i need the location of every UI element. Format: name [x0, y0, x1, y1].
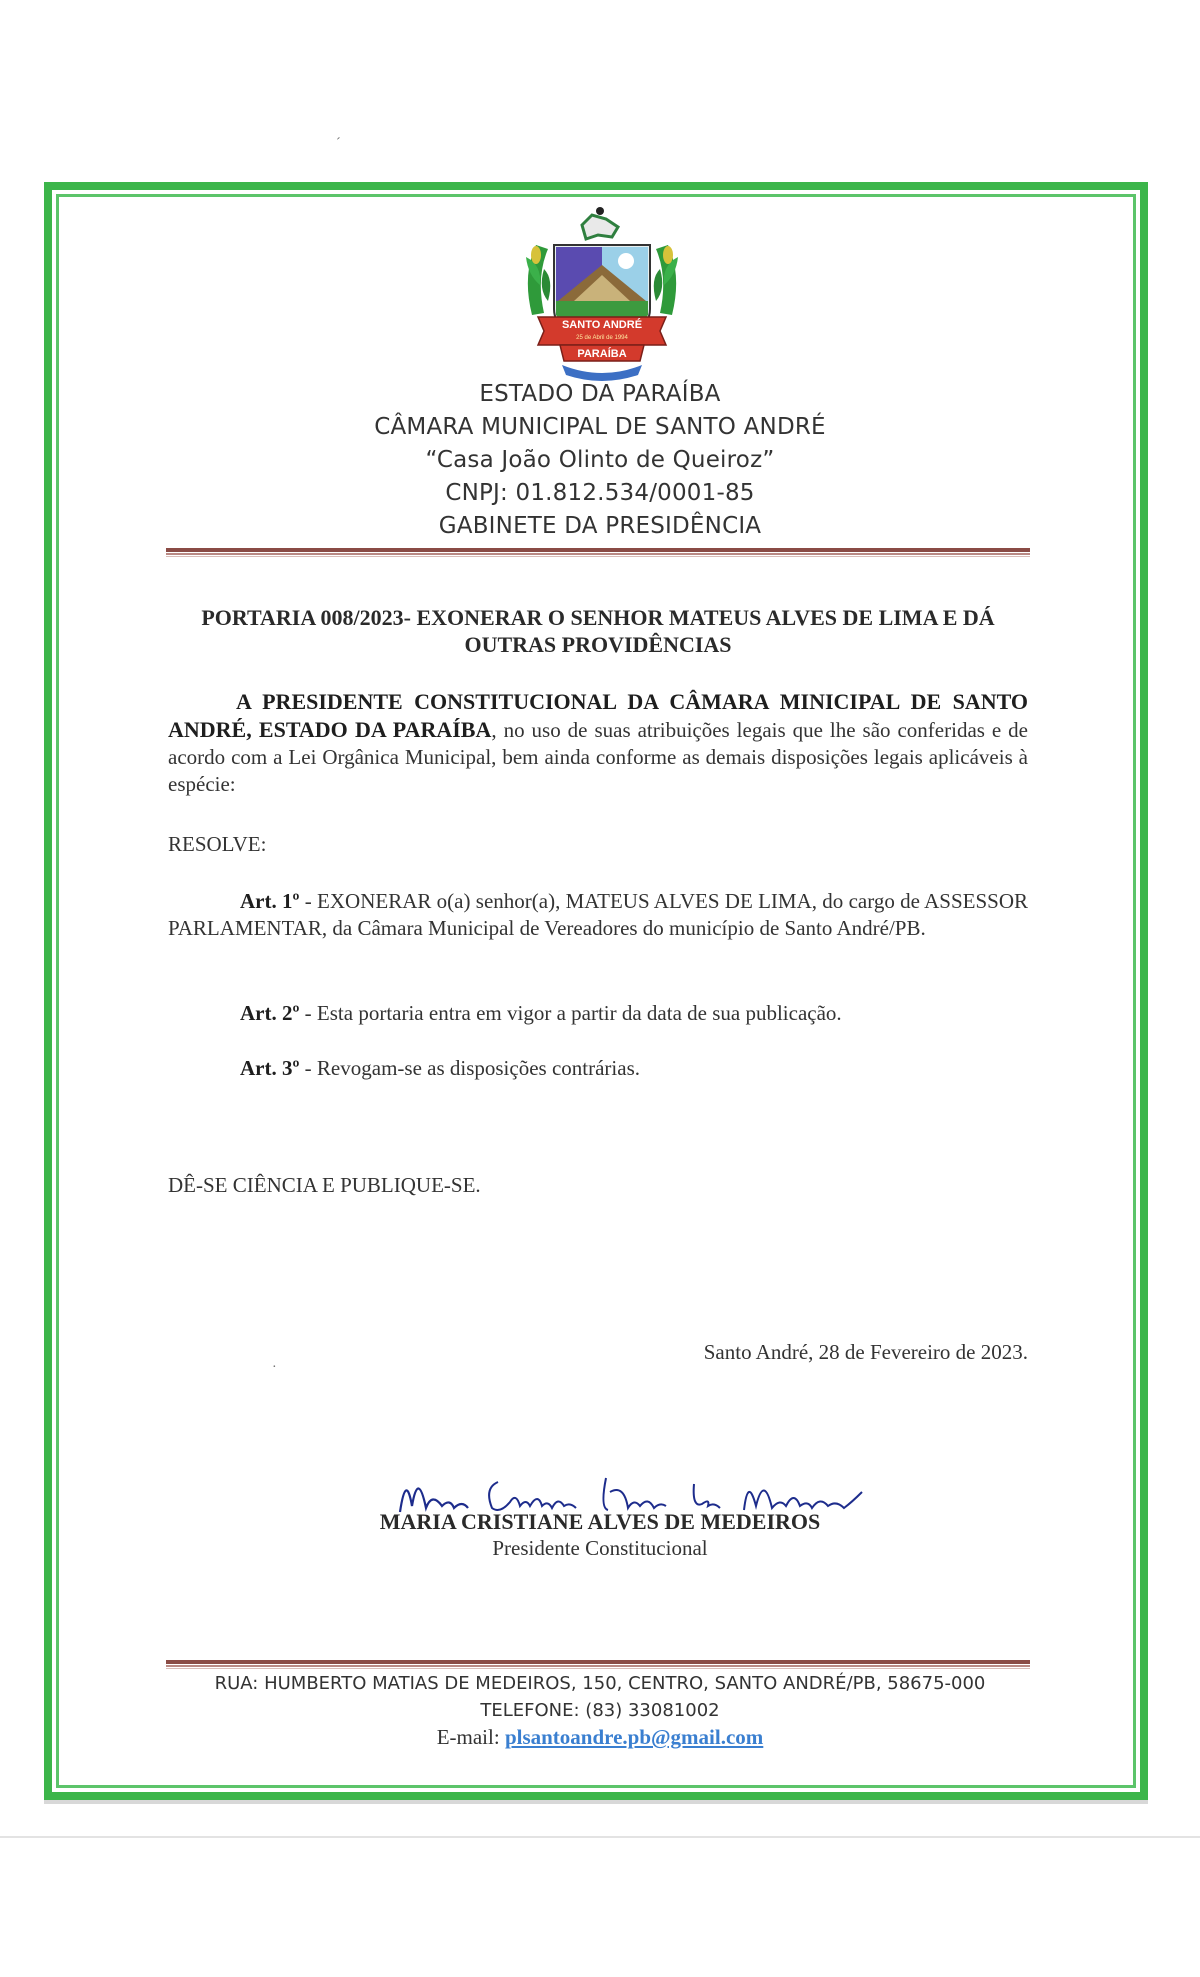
ordinance-title: PORTARIA 008/2023- EXONERAR O SENHOR MATEUS ALVES DE LIMA E DÁ OUTRAS PROVIDÊNCIAS: [201, 605, 995, 657]
intro-rest: , no uso de suas atribuições legais que lhe são conferidas e de acordo com a Lei Orgânica Municipal, bem ainda conforme as demais disposições legais aplicáveis à espécie:: [168, 718, 1028, 796]
article-2-text: - Esta portaria entra em vigor a partir da data de sua publicação.: [299, 1001, 842, 1025]
footer: [150, 1670, 1050, 1752]
email-link[interactable]: plsantoandre.pb@gmail.com: [504, 1725, 764, 1749]
article-1-label: Art. 1º: [240, 889, 300, 913]
scan-edge: [0, 1836, 1200, 1838]
footer-email-line: [150, 1724, 1050, 1752]
crest-banner-date: 25 de Abril de 1994: [576, 335, 628, 341]
footer-address: RUA: HUMBERTO MATIAS DE MEDEIROS, 150, CENTRO, SANTO ANDRÉ/PB, 58675-000: [214, 1673, 986, 1694]
header-divider: [166, 548, 1030, 557]
article-2-label: Art. 2º: [240, 1001, 300, 1025]
chamber-name: CÂMARA MUNICIPAL DE SANTO ANDRÉ: [374, 414, 826, 440]
resolve-heading: RESOLVE:: [168, 832, 267, 856]
email-label: E-mail:: [436, 1725, 505, 1749]
municipal-coat-of-arms: [514, 205, 690, 385]
article-3-text: - Revogam-se as disposições contrárias.: [299, 1056, 640, 1080]
intro-lead: A PRESIDENTE CONSTITUCIONAL DA CÂMARA MINICIPAL DE SANTO ANDRÉ, ESTADO DA PARAÍBA: [168, 689, 1028, 742]
article-2: [240, 1000, 1020, 1027]
scan-mark: ·: [272, 1360, 277, 1375]
signer-role: Presidente Constitucional: [492, 1536, 708, 1560]
scan-mark: ˊ: [336, 136, 341, 151]
article-1: [168, 888, 1028, 942]
signer-name: MARIA CRISTIANE ALVES DE MEDEIROS: [379, 1509, 821, 1534]
article-3: [240, 1055, 1020, 1082]
footer-phone: TELEFONE: (83) 33081002: [480, 1700, 720, 1721]
house-name: “Casa João Olinto de Queiroz”: [425, 447, 775, 473]
article-1-text: - EXONERAR o(a) senhor(a), MATEUS ALVES DE LIMA, do cargo de ASSESSOR PARLAMENTAR, da Câmara Municipal de Vereadores do município de Santo André/PB.: [168, 889, 1028, 940]
crest-banner-top: SANTO ANDRÉ: [561, 319, 643, 331]
closing-statement: DÊ-SE CIÊNCIA E PUBLIQUE-SE.: [168, 1173, 481, 1197]
page-border-shadow: [44, 1800, 1148, 1804]
cnpj: CNPJ: 01.812.534/0001-85: [445, 480, 755, 506]
article-3-label: Art. 3º: [240, 1056, 300, 1080]
crest-banner-bottom: PARAÍBA: [577, 348, 627, 360]
document-date: Santo André, 28 de Fevereiro de 2023.: [703, 1340, 1028, 1364]
intro-paragraph: [168, 688, 1028, 798]
state-name: ESTADO DA PARAÍBA: [479, 381, 721, 407]
footer-divider: [166, 1660, 1030, 1669]
office-name: GABINETE DA PRESIDÊNCIA: [438, 513, 762, 539]
letterhead: [150, 378, 1050, 543]
